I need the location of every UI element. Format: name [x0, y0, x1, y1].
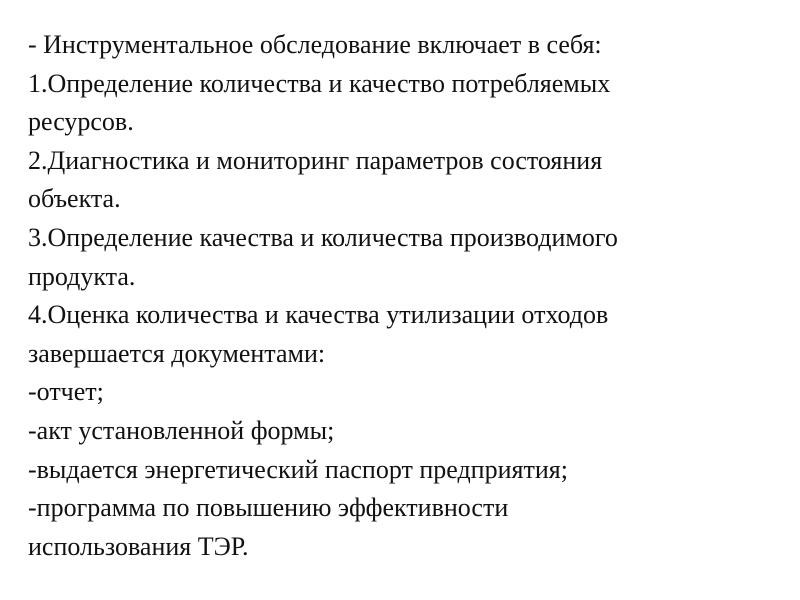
documents-heading-line: завершается документами:: [28, 338, 326, 368]
list-item-3-line-2: продукта.: [28, 261, 136, 291]
document-program-line-2: использования ТЭР.: [28, 531, 249, 561]
list-item-2-line-1: 2.Диагностика и мониторинг параметров состояния: [28, 145, 603, 175]
list-item-4-line-1: 4.Оценка количества и качества утилизации отходов: [28, 300, 609, 330]
document-program-line-1: -программа по повышению эффективности: [28, 493, 509, 523]
document-act: -акт установленной формы;: [28, 415, 335, 445]
document-energy-passport: -выдается энергетический паспорт предприятия;: [28, 454, 568, 484]
text-block: [28, 26, 788, 566]
intro-line: - Инструментальное обследование включает в себя:: [28, 30, 602, 59]
list-item-1-line-2: ресурсов.: [28, 107, 134, 137]
list-item-2-line-2: объекта.: [28, 184, 121, 214]
document-report: -отчет;: [28, 377, 104, 407]
list-item-3-line-1: 3.Определение качества и количества производимого: [28, 222, 618, 252]
list-item-1-line-1: 1.Определение количества и качество потребляемых: [28, 68, 611, 98]
